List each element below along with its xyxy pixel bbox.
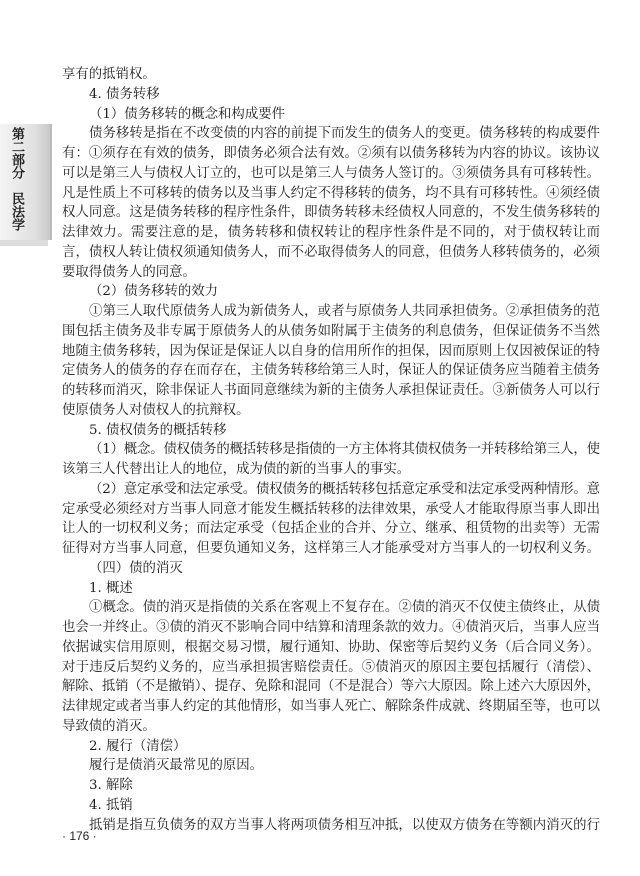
text-line: 围包括主债务及非专属于原债务人的从债务如附属于主债务的利息债务，但保证债务不当然 — [62, 323, 601, 339]
text-line: （四）债的消灭 — [89, 560, 183, 576]
text-line: 权人同意。这是债务转移的程序性条件，即债务转移未经债权人同意的，不发生债务移转的 — [62, 205, 601, 221]
text-line: 定债务人的债务的存在而存在，主债务转移给第三人时，保证人的保证债务应当随着主债务 — [62, 363, 601, 379]
text-line: ①第三人取代原债务人成为新债务人，或者与原债务人共同承担债务。②承担债务的范 — [89, 304, 601, 319]
text-line: 言，债权人转让债权须通知债务人，而不必取得债务人的同意，但债务人移转债务的，必须 — [62, 244, 601, 260]
text-line: 履行是债消灭最常见的原因。 — [89, 758, 264, 774]
text-line: 解除、抵销（不是撤销）、提存、免除和混同（不是混合）等六大原因。除上述六大原因外， — [62, 679, 600, 695]
text-line: 凡是性质上不可移转的债务以及当事人约定不得移转的债务，均不具有可移转性。④须经债 — [62, 185, 601, 201]
text-line: 地随主债务移转，因为保证是保证人以自身的信用所作的担保，因而原则上仅因被保证的特 — [62, 343, 601, 359]
text-line: 1. 概述 — [89, 580, 133, 596]
text-line: 5. 债权债务的概括转移 — [89, 422, 227, 438]
text-line: 2. 履行（清偿） — [89, 738, 187, 754]
page-number: · 176 · — [62, 829, 97, 843]
text-line: 征得对方当事人同意，但要负通知义务，这样第三人才能承受对方当事人的一切权利义务。 — [62, 541, 601, 556]
text-line: （2）意定承受和法定承受。债权债务的概括转移包括意定承受和法定承受两种情形。意 — [89, 481, 600, 497]
page-body-text — [62, 65, 600, 835]
text-line: （2）债务移转的效力 — [89, 284, 219, 300]
text-line: 要取得债务人的同意。 — [62, 264, 196, 280]
text-line: 享有的抵销权。 — [62, 67, 156, 82]
text-line: 债务移转是指在不改变债的内容的前提下而发生的债务人的变更。债务移转的构成要件 — [89, 126, 601, 142]
text-line: 有：①须存在有效的债务，即债务必须合法有效。②须有以债务移转为内容的协议。该协议 — [62, 146, 601, 161]
text-line: 抵销是指互负债务的双方当事人将两项债务相互冲抵，以使双方债务在等额内消灭的行 — [89, 817, 601, 833]
text-line: 4. 抵销 — [89, 797, 133, 813]
text-line: 4. 债务转移 — [89, 86, 160, 102]
text-line: 导致债的消灭。 — [62, 718, 156, 734]
side-tab-shadow — [0, 240, 48, 246]
text-line: 的转移而消灭，除非保证人书面同意继续为新的主债务人承担保证责任。③新债务人可以行 — [62, 383, 601, 398]
text-line: ①概念。债的消灭是指债的关系在客观上不复存在。②债的消灭不仅使主债终止，从债 — [89, 600, 601, 616]
section-side-tab — [0, 124, 52, 240]
text-line: 3. 解除 — [89, 778, 133, 793]
text-line: 对于违反后契约义务的，应当承担损害赔偿责任。⑤债消灭的原因主要包括履行（清偿）、 — [62, 659, 601, 675]
side-tab-subject-label: 民法学 — [9, 192, 24, 231]
text-line: 法律规定或者当事人约定的其他情形，如当事人死亡、解除条件成就、终期届至等，也可以 — [62, 699, 601, 714]
text-line: 也会一并终止。③债的消灭不影响合同中结算和清理条款的效力。④债消灭后，当事人应当 — [62, 620, 601, 635]
text-line: 使原债务人对债权人的抗辩权。 — [62, 402, 250, 418]
text-line: （1）债务移转的概念和构成要件 — [89, 106, 285, 122]
text-line: 该第三人代替出让人的地位，成为债的新的当事人的事实。 — [62, 462, 411, 477]
text-line: 可以是第三人与债权人订立的，也可以是第三人与债务人签订的。③须债务具有可移转性。 — [62, 165, 601, 181]
text-line: （1）概念。债权债务的概括转移是指债的一方主体将其债权债务一并转移给第三人，使 — [89, 442, 600, 458]
text-line: 让人的一切权利义务；而法定承受（包括企业的合并、分立、继承、租赁物的出卖等）无需 — [62, 521, 601, 537]
text-line: 定承受必须经对方当事人同意才能发生概括转移的法律效果，承受人才能取得原当事人即出 — [62, 501, 601, 517]
text-line: 依据诚实信用原则，根据交易习惯，履行通知、协助、保密等后契约义务（后合同义务）。 — [62, 639, 601, 655]
text-line: 法律效力。需要注意的是，债务转移和债权转让的程序性条件是不同的，对于债权转让而 — [62, 225, 601, 240]
side-tab-part-label: 第二部分 — [9, 127, 24, 179]
